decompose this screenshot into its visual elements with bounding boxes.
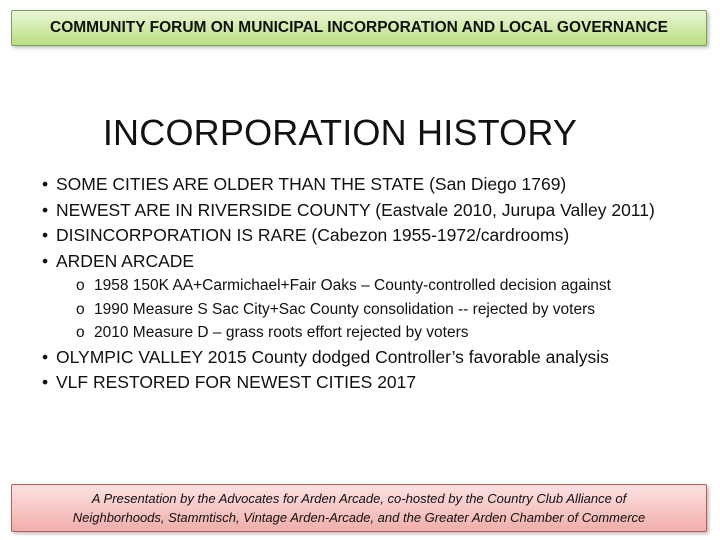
bullet-item [42,172,712,198]
bullet-list [42,172,712,396]
bullet-dot-icon: • [42,372,49,392]
bullet-text: DISINCORPORATION IS RARE (Cabezon 1955-1972/cardrooms) [56,225,570,245]
bullet-text: ARDEN ARCADE [56,250,195,271]
sub-bullet-text: 2010 Measure D – grass roots effort rejected by voters [94,324,469,341]
header-title: COMMUNITY FORUM ON MUNICIPAL INCORPORATION AND LOCAL GOVERNANCE [50,19,668,36]
sub-bullet-item [42,274,712,298]
sub-bullet-group [42,274,712,345]
header-banner [11,10,707,46]
bullet-text: NEWEST ARE IN RIVERSIDE COUNTY (Eastvale 2010, Jurupa Valley 2011) [56,199,655,220]
sub-bullet-ring-icon: o [76,277,85,294]
slide-title: INCORPORATION HISTORY [102,112,578,153]
bullet-item [42,223,712,249]
sub-bullet-item [42,321,712,345]
bullet-dot-icon: • [42,199,49,220]
sub-bullet-text: 1990 Measure S Sac City+Sac County consolidation -- rejected by voters [94,300,595,318]
footer-line-2: Neighborhoods, Stammtisch, Vintage Arden-Arcade, and the Greater Arden Chamber of Commerce [72,510,646,525]
footer-line-1: A Presentation by the Advocates for Arden Arcade, co-hosted by the Country Club Alliance of [91,491,627,506]
bullet-item [42,198,712,224]
sub-bullet-ring-icon: o [76,324,85,341]
bullet-item [42,345,712,371]
footer-banner [11,484,707,532]
sub-bullet-item [42,298,712,322]
bullet-dot-icon: • [42,174,49,194]
bullet-text: OLYMPIC VALLEY 2015 County dodged Controller’s favorable analysis [56,346,609,367]
bullet-text: VLF RESTORED FOR NEWEST CITIES 2017 [56,372,417,392]
bullet-dot-icon: • [42,225,49,245]
sub-bullet-text: 1958 150K AA+Carmichael+Fair Oaks – County-controlled decision against [94,277,611,294]
bullet-text: SOME CITIES ARE OLDER THAN THE STATE (San Diego 1769) [56,174,567,194]
bullet-dot-icon: • [42,250,49,271]
bullet-item [42,249,712,275]
bullet-item [42,370,712,396]
sub-bullet-ring-icon: o [76,300,85,318]
bullet-dot-icon: • [42,346,49,367]
sub-bullet-list [42,274,712,345]
